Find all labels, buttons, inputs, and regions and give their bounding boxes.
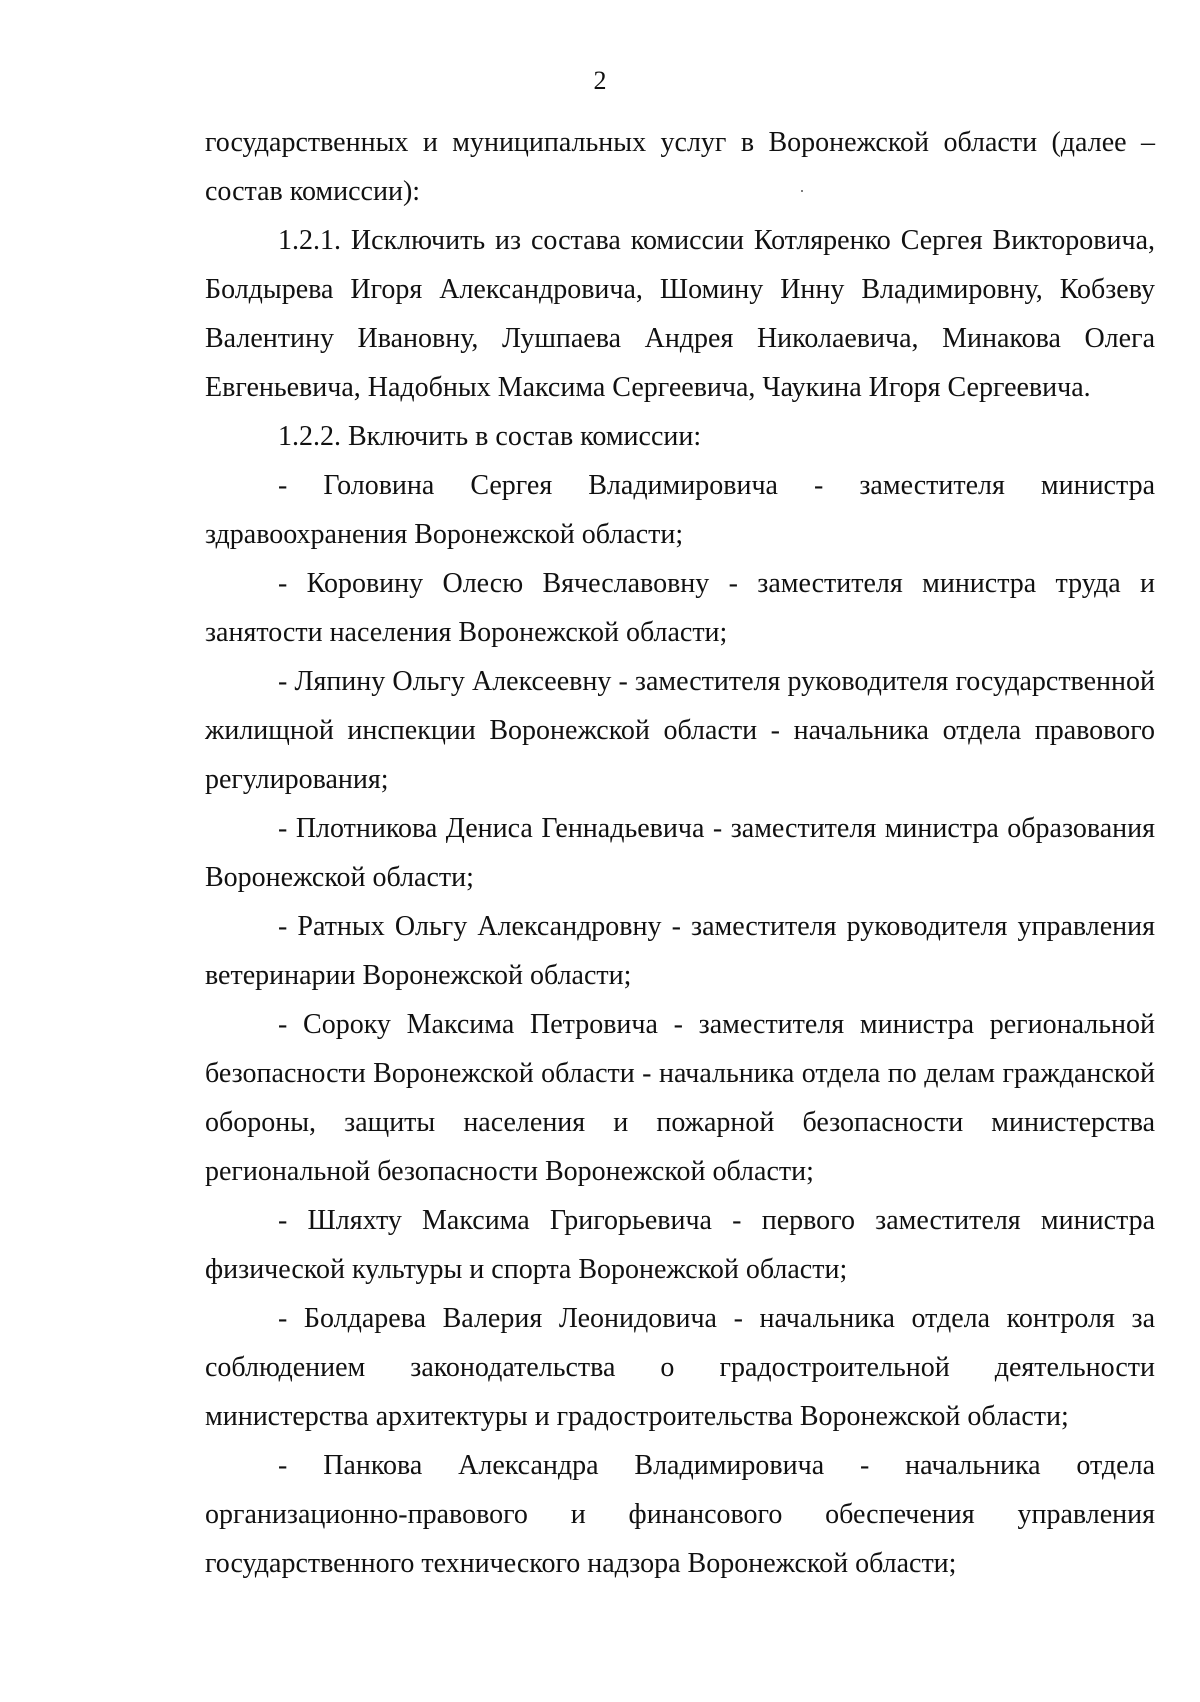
list-item-golovin: - Головина Сергея Владимировича - заместителя министра здравоохранения Воронежской области;: [205, 470, 1155, 550]
list-item-korovina: - Коровину Олесю Вячеславовну - заместителя министра труда и занятости населения Воронежской области;: [205, 568, 1155, 648]
list-item-pankov: - Панкова Александра Владимировича - начальника отдела организационно-правового и финансового обеспечения управления государственного технического надзора Воронежской области;: [205, 1450, 1155, 1579]
paragraph-include-heading: 1.2.2. Включить в состав комиссии:: [278, 421, 702, 452]
list-item-shlyakhta: - Шляхту Максима Григорьевича - первого заместителя министра физической культуры и спорта Воронежской области;: [205, 1205, 1155, 1285]
paragraph-intro-continuation: государственных и муниципальных услуг в Воронежской области (далее – состав комиссии):: [205, 127, 1155, 207]
list-item-lyapina: - Ляпину Ольгу Алексеевну - заместителя руководителя государственной жилищной инспекции Воронежской области - начальника отдела правового регулирования;: [205, 666, 1155, 795]
page-number: 2: [593, 66, 607, 95]
list-item-boldarev: - Болдарева Валерия Леонидовича - начальника отдела контроля за соблюдением законодательства о градостроительной деятельности министерства архитектуры и градостроительства Воронежской области;: [205, 1303, 1155, 1432]
list-item-ratnykh: - Ратных Ольгу Александровну - заместителя руководителя управления ветеринарии Воронежской области;: [205, 911, 1155, 991]
list-item-plotnikov: - Плотникова Дениса Геннадьевича - заместителя министра образования Воронежской области;: [205, 813, 1155, 893]
document-body: [205, 118, 1155, 1588]
list-item-soroka: - Сороку Максима Петровича - заместителя министра региональной безопасности Воронежской области - начальника отдела по делам гражданской обороны, защиты населения и пожарной безопасности министерства региональной безопасности Воронежской области;: [205, 1009, 1155, 1187]
paragraph-exclude-members: 1.2.1. Исключить из состава комиссии Котляренко Сергея Викторовича, Болдырева Игоря Александровича, Шомину Инну Владимировну, Кобзеву Валентину Ивановну, Лушпаева Андрея Николаевича, Минакова Олега Евгеньевича, Надобных Максима Сергеевича, Чаукина Игоря Сергеевича.: [205, 225, 1155, 403]
